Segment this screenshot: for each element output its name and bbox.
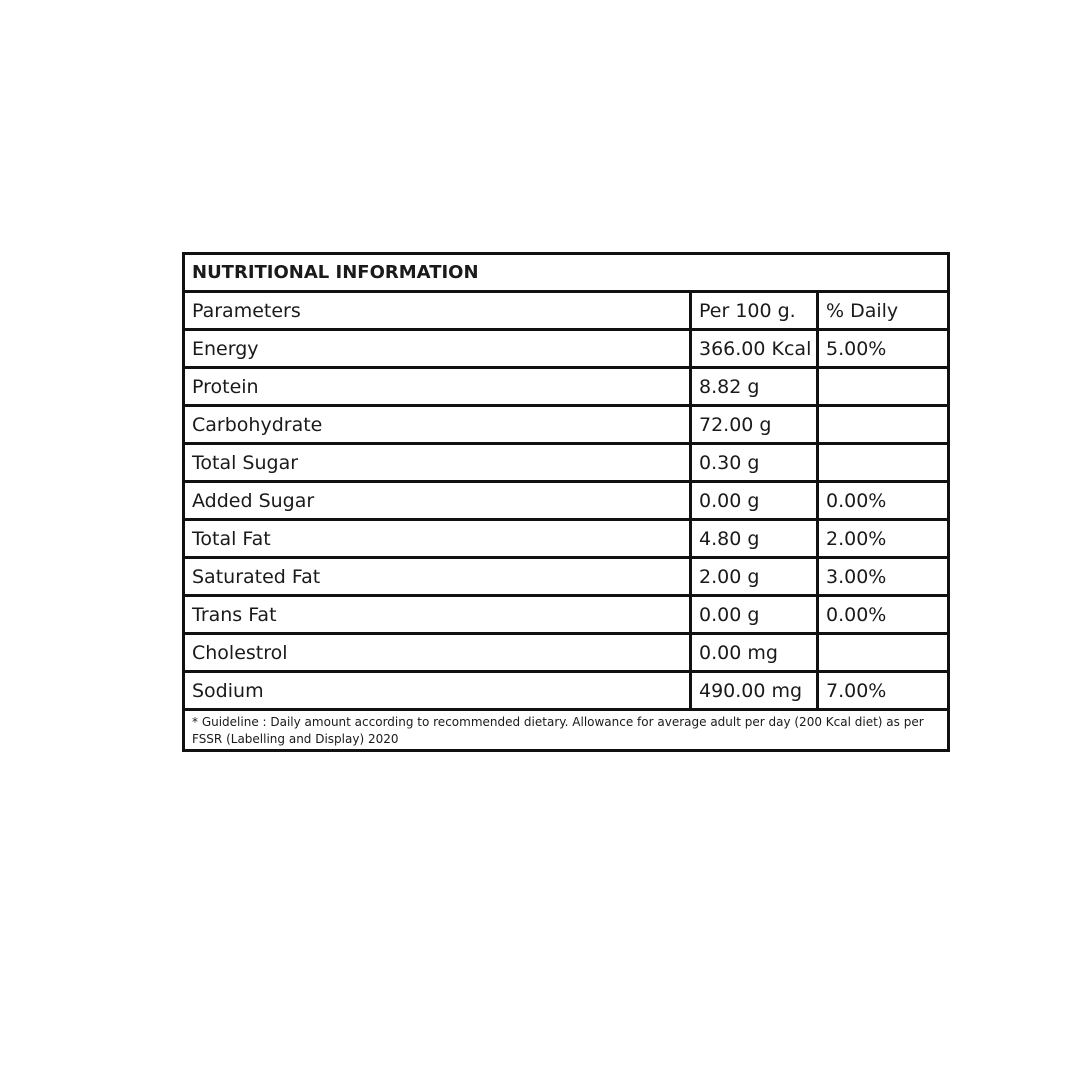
row-per-100g: 0.30 g bbox=[691, 444, 818, 482]
title-row bbox=[184, 254, 949, 292]
table-row bbox=[184, 482, 949, 520]
row-per-100g: 0.00 g bbox=[691, 482, 818, 520]
row-per-100g: 490.00 mg bbox=[691, 672, 818, 710]
row-parameter: Protein bbox=[184, 368, 691, 406]
header-per-100g: Per 100 g. bbox=[691, 292, 818, 330]
nutrition-table bbox=[182, 252, 950, 752]
table-row bbox=[184, 634, 949, 672]
row-parameter: Cholestrol bbox=[184, 634, 691, 672]
row-daily-value: 0.00% bbox=[818, 482, 949, 520]
table-row bbox=[184, 596, 949, 634]
row-daily-value: 2.00% bbox=[818, 520, 949, 558]
row-per-100g: 4.80 g bbox=[691, 520, 818, 558]
table-row bbox=[184, 368, 949, 406]
row-parameter: Total Fat bbox=[184, 520, 691, 558]
row-daily-value bbox=[818, 368, 949, 406]
row-per-100g: 8.82 g bbox=[691, 368, 818, 406]
header-daily-value: % Daily bbox=[818, 292, 949, 330]
header-row bbox=[184, 292, 949, 330]
row-parameter: Sodium bbox=[184, 672, 691, 710]
table-row bbox=[184, 444, 949, 482]
header-parameters: Parameters bbox=[184, 292, 691, 330]
row-parameter: Trans Fat bbox=[184, 596, 691, 634]
row-daily-value: 7.00% bbox=[818, 672, 949, 710]
row-per-100g: 2.00 g bbox=[691, 558, 818, 596]
row-parameter: Carbohydrate bbox=[184, 406, 691, 444]
row-parameter: Energy bbox=[184, 330, 691, 368]
table-row bbox=[184, 520, 949, 558]
row-parameter: Added Sugar bbox=[184, 482, 691, 520]
row-per-100g: 0.00 mg bbox=[691, 634, 818, 672]
table-row bbox=[184, 330, 949, 368]
row-parameter: Saturated Fat bbox=[184, 558, 691, 596]
row-daily-value: 5.00% bbox=[818, 330, 949, 368]
table-row bbox=[184, 672, 949, 710]
row-daily-value: 3.00% bbox=[818, 558, 949, 596]
row-per-100g: 0.00 g bbox=[691, 596, 818, 634]
table-row bbox=[184, 558, 949, 596]
row-per-100g: 72.00 g bbox=[691, 406, 818, 444]
footnote-row bbox=[184, 710, 949, 751]
row-parameter: Total Sugar bbox=[184, 444, 691, 482]
table-title: NUTRITIONAL INFORMATION bbox=[184, 254, 949, 292]
row-daily-value bbox=[818, 444, 949, 482]
footnote: * Guideline : Daily amount according to recommended dietary. Allowance for average adult per day (200 Kcal diet) as per FSSR (Labelling and Display) 2020 bbox=[184, 710, 949, 751]
row-daily-value: 0.00% bbox=[818, 596, 949, 634]
row-per-100g: 366.00 Kcal bbox=[691, 330, 818, 368]
table-row bbox=[184, 406, 949, 444]
row-daily-value bbox=[818, 634, 949, 672]
row-daily-value bbox=[818, 406, 949, 444]
